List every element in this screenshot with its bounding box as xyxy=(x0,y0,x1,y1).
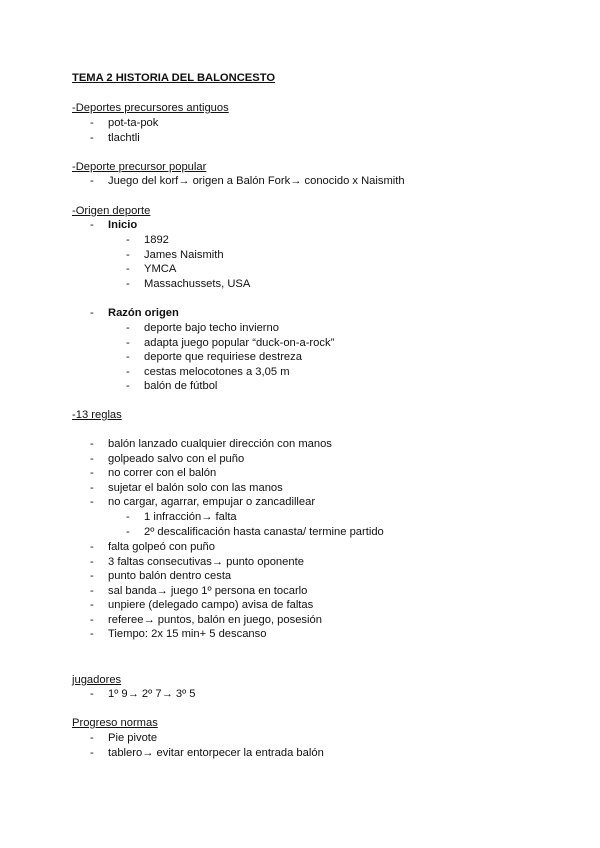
dash-bullet: - xyxy=(90,746,94,759)
dash-bullet: - xyxy=(90,307,94,319)
heading-origen: -Origen deporte xyxy=(72,205,151,217)
dash-bullet: - xyxy=(90,613,94,626)
dash-bullet: - xyxy=(126,525,130,538)
dash-bullet: - xyxy=(126,365,130,378)
dash-bullet: - xyxy=(126,322,130,334)
heading-popular: -Deporte precursor popular xyxy=(72,161,207,173)
dash-bullet: - xyxy=(126,336,130,349)
dash-bullet: - xyxy=(126,234,130,246)
dash-bullet: - xyxy=(90,570,94,582)
dash-bullet: - xyxy=(90,219,94,231)
document-page: TEMA 2 HISTORIA DEL BALONCESTO -Deportes precursores antiguos - pot-ta-pok - tlachtli -Deporte precursor popular - Juego del korf→ origen a Balón Fork→ conocido x Naismith -Origen deporte - Inicio - 1892 - James Naismith - YMCA - Massachussets, USA - Razón origen - deporte bajo techo invierno - adapta juego popular “duck-on-a-rock” - deporte que requiriese destreza - cestas melocotones a 3,05 m - balón de fútbol -13 reglas - balón lanzado cualquier dirección con manos - golpeado salvo con el puño - no correr con el balón - sujetar el balón solo con las manos - no cargar, agarrar, empujar o zancadillear - 1 infracción→ falta - 2º descalificación hasta canasta/ termine partido - falta golpeó con puño - 3 faltas consecutivas→ punto oponente - punto balón dentro cesta - sal banda→ juego 1º persona en tocarlo - unpiere (delegado campo) avisa de faltas - referee→ puntos, balón en juego, posesión - Tiempo: 2x 15 min+ 5 descanso jugadores - 1º 9→ 2º 7→ 3º 5 Progreso normas - Pie pivote - tablero→ evitar entorpecer la entrada balón xyxy=(72,72,405,759)
dash-bullet: - xyxy=(90,481,94,494)
dash-bullet: - xyxy=(90,467,94,479)
dash-bullet: - xyxy=(90,131,94,144)
dash-bullet: - xyxy=(126,380,130,392)
dash-bullet: - xyxy=(90,117,94,129)
dash-bullet: - xyxy=(90,452,94,465)
inicio-label: Inicio xyxy=(108,219,138,231)
razon-label: Razón origen xyxy=(108,307,179,319)
document-title: TEMA 2 HISTORIA DEL BALONCESTO xyxy=(72,72,276,84)
dash-bullet: - xyxy=(90,175,94,187)
heading-antiguos: -Deportes precursores antiguos xyxy=(72,102,229,114)
heading-reglas: -13 reglas xyxy=(72,409,122,421)
dash-bullet: - xyxy=(90,732,94,744)
dash-bullet: - xyxy=(90,496,94,508)
heading-progreso: Progreso normas xyxy=(72,717,158,729)
dash-bullet: - xyxy=(126,351,130,363)
dash-bullet: - xyxy=(126,248,130,261)
dash-bullet: - xyxy=(90,628,94,640)
dash-bullet: - xyxy=(90,555,94,568)
dash-bullet: - xyxy=(126,277,130,290)
heading-jugadores: jugadores xyxy=(72,674,122,686)
dash-bullet: - xyxy=(90,584,94,597)
dash-bullet: - xyxy=(90,599,94,611)
dash-bullet: - xyxy=(90,541,94,553)
dash-bullet: - xyxy=(126,511,130,523)
dash-bullet: - xyxy=(126,263,130,275)
dash-bullet: - xyxy=(90,688,94,700)
dash-bullet: - xyxy=(90,438,94,450)
